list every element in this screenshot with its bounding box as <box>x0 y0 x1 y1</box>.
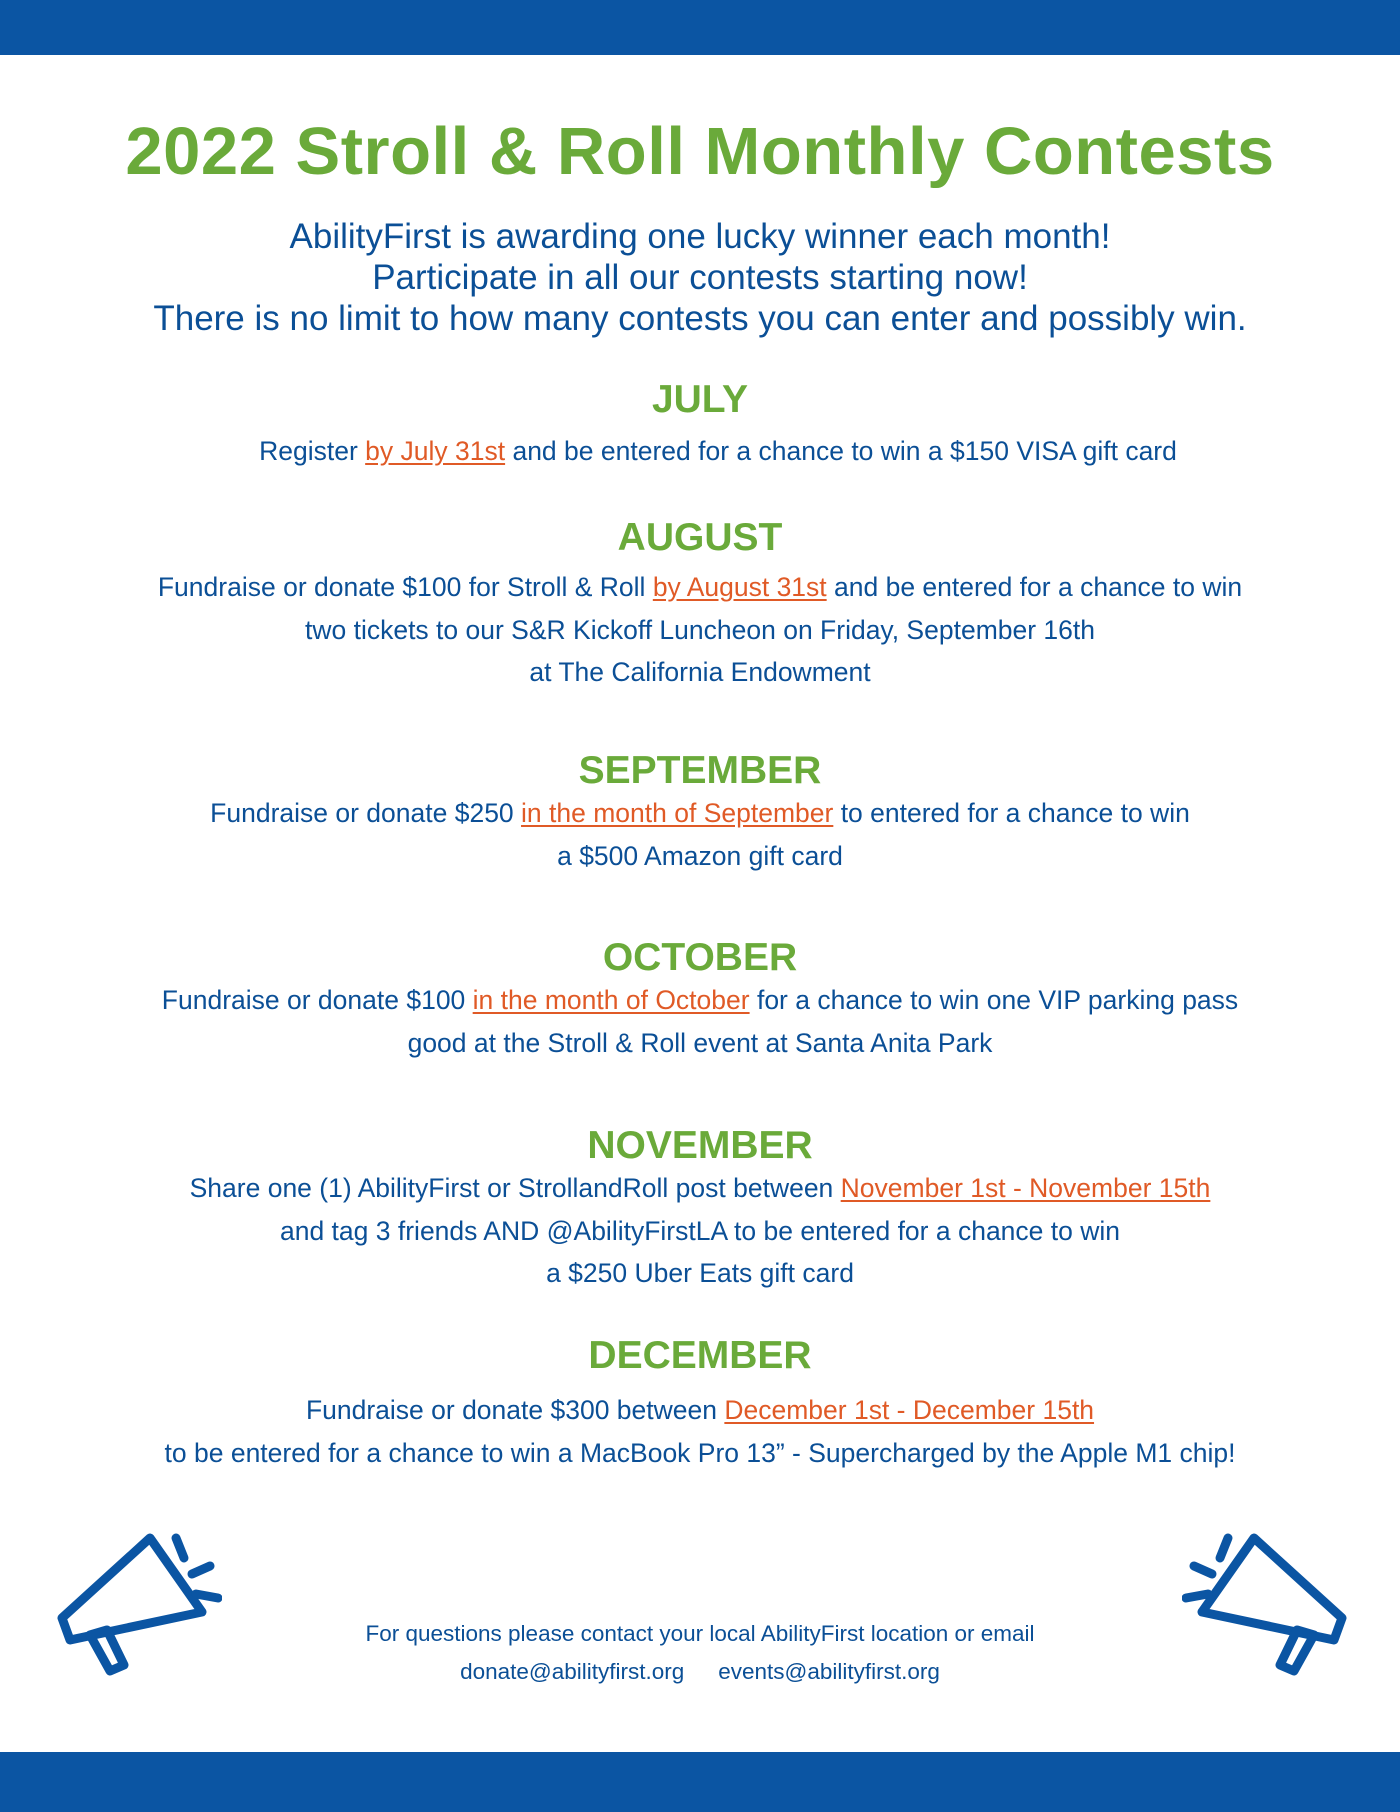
contest-text: Fundraise or donate $100 for Stroll & Roll <box>157 572 653 602</box>
intro-line: There is no limit to how many contests you can enter and possibly win. <box>153 299 1247 338</box>
month-heading-november: NOVEMBER <box>587 1124 813 1167</box>
month-heading-december: DECEMBER <box>588 1334 812 1377</box>
contest-text: Share one (1) AbilityFirst or StrollandRoll post between <box>189 1173 841 1203</box>
deadline-link[interactable]: December 1st - December 15th <box>724 1395 1095 1425</box>
intro-line: Participate in all our contests starting now! <box>372 258 1028 297</box>
contest-text: Fundraise or donate $250 <box>210 798 522 828</box>
contest-text: to be entered for a chance to win a MacBook Pro 13” - Supercharged by the Apple M1 chip! <box>164 1437 1236 1468</box>
contest-text: to entered for a chance to win <box>833 798 1190 828</box>
contest-text: and be entered for a chance to win a $150 VISA gift card <box>505 436 1177 466</box>
contest-text: good at the Stroll & Roll event at Santa Anita Park <box>407 1027 993 1058</box>
page-title: 2022 Stroll & Roll Monthly Contests <box>125 114 1275 189</box>
intro-text <box>0 216 1400 339</box>
contest-text: at The California Endowment <box>529 657 871 687</box>
contact-text: For questions please contact your local AbilityFirst location or email <box>365 1621 1035 1646</box>
contest-october <box>0 979 1400 1064</box>
contest-text: a $500 Amazon gift card <box>557 840 843 871</box>
contest-text: two tickets to our S&R Kickoff Luncheon on Friday, September 16th <box>304 614 1096 645</box>
deadline-link[interactable]: by August 31st <box>652 572 827 602</box>
events-email-link[interactable]: events@abilityfirst.org <box>718 1659 940 1684</box>
contest-text: for a chance to win one VIP parking pass <box>749 985 1239 1015</box>
contest-text: Fundraise or donate $300 between <box>305 1395 725 1425</box>
month-heading-august: AUGUST <box>617 516 783 559</box>
top-banner <box>0 0 1400 55</box>
contest-text: Register <box>259 436 366 466</box>
contest-text: and be entered for a chance to win <box>826 572 1243 602</box>
donate-email-link[interactable]: donate@abilityfirst.org <box>460 1659 685 1684</box>
intro-line: AbilityFirst is awarding one lucky winner each month! <box>289 217 1111 256</box>
contest-text: and tag 3 friends AND @AbilityFirstLA to be entered for a chance to win <box>279 1215 1121 1246</box>
contact-footer <box>0 1615 1400 1691</box>
month-heading-september: SEPTEMBER <box>578 749 822 792</box>
contest-august <box>0 566 1400 694</box>
month-heading-october: OCTOBER <box>602 936 798 979</box>
contest-text: a $250 Uber Eats gift card <box>546 1258 854 1288</box>
contest-july <box>0 430 1400 473</box>
deadline-link[interactable]: in the month of September <box>521 798 834 828</box>
deadline-link[interactable]: in the month of October <box>472 985 750 1015</box>
month-heading-july: JULY <box>651 378 749 421</box>
contest-november <box>0 1167 1400 1295</box>
contest-text: Fundraise or donate $100 <box>161 985 473 1015</box>
bottom-banner <box>0 1752 1400 1812</box>
deadline-link[interactable]: by July 31st <box>365 436 506 466</box>
contest-september <box>0 792 1400 877</box>
deadline-link[interactable]: November 1st - November 15th <box>840 1173 1211 1203</box>
contest-december <box>0 1389 1400 1474</box>
